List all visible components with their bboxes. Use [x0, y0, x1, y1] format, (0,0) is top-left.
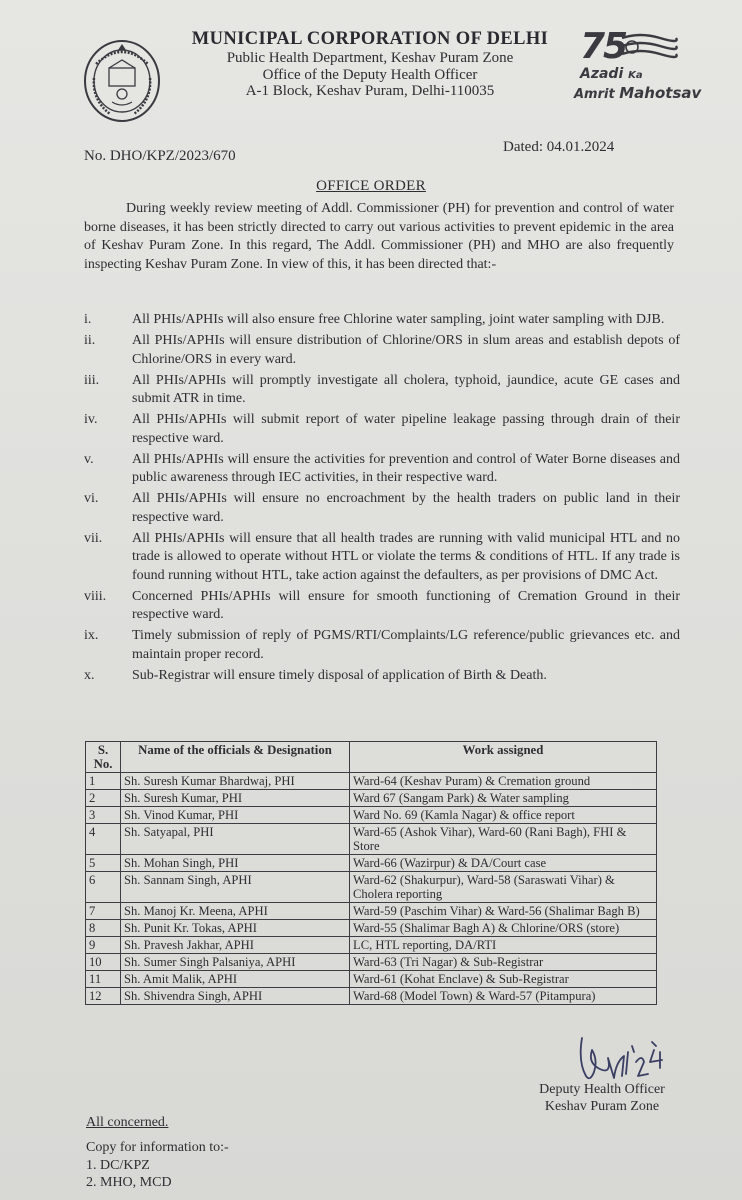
cell-work: Ward-62 (Shakurpur), Ward-58 (Saraswati Vihar) & Cholera reporting: [350, 872, 657, 903]
directive-number: vii.: [84, 530, 103, 546]
directive-text: All PHIs/APHIs will submit report of water pipeline leakage passing through drain of their respective ward.: [132, 412, 680, 446]
directive-item: [84, 627, 680, 664]
cell-name: Sh. Mohan Singh, PHI: [121, 855, 350, 872]
cell-work: Ward-63 (Tri Nagar) & Sub-Registrar: [350, 954, 657, 971]
cell-work: Ward-61 (Kohat Enclave) & Sub-Registrar: [350, 971, 657, 988]
cell-sno: 2: [86, 790, 121, 807]
directive-number: v.: [84, 451, 94, 467]
table-row: [86, 971, 657, 988]
handwritten-signature: [568, 1032, 688, 1088]
cell-name: Sh. Shivendra Singh, APHI: [121, 988, 350, 1005]
document-title: OFFICE ORDER: [316, 178, 426, 194]
cell-work: Ward 67 (Sangam Park) & Water sampling: [350, 790, 657, 807]
directive-item: [84, 372, 680, 409]
cell-name: Sh. Vinod Kumar, PHI: [121, 807, 350, 824]
cell-work: Ward-59 (Paschim Vihar) & Ward-56 (Shalimar Bagh B): [350, 903, 657, 920]
cell-name: Sh. Amit Malik, APHI: [121, 971, 350, 988]
logo-ka: Ka: [628, 70, 643, 81]
directive-item: [84, 530, 680, 586]
logo-line-1: [580, 66, 643, 82]
cell-sno: 5: [86, 855, 121, 872]
cell-name: Sh. Manoj Kr. Meena, APHI: [121, 903, 350, 920]
letterhead: [170, 29, 570, 100]
copy-recipients-list: [86, 1157, 172, 1191]
cell-name: Sh. Punit Kr. Tokas, APHI: [121, 920, 350, 937]
cell-name: Sh. Sumer Singh Palsaniya, APHI: [121, 954, 350, 971]
table-header-row: [86, 742, 657, 773]
work-assignment-table: [85, 741, 657, 1005]
directive-text: All PHIs/APHIs will promptly investigate all cholera, typhoid, jaundice, acute GE cases and submit ATR in time.: [132, 372, 680, 406]
copy-for-information-heading: Copy for information to:-: [86, 1140, 229, 1155]
directive-number: iv.: [84, 412, 98, 427]
directive-item: [84, 451, 680, 488]
directive-text: Concerned PHIs/APHIs will ensure for smooth functioning of Cremation Ground in their respective ward.: [132, 588, 680, 622]
cell-sno: 3: [86, 807, 121, 824]
logo-line-2: [574, 84, 701, 102]
col-header-work: Work assigned: [350, 742, 657, 773]
cell-name: Sh. Suresh Kumar Bhardwaj, PHI: [121, 773, 350, 790]
order-date: Dated: 04.01.2024: [503, 139, 615, 155]
intro-paragraph: During weekly review meeting of Addl. Commissioner (PH) for prevention and control of water borne diseases, it has been strictly directed to carry out various activities to prevent epidemic in the area of Keshav Puram Zone. In this regard, The Addl. Commissioner (PH) and MHO are also frequently inspecting Keshav Puram Zone. In view of this, it has been directed that:-: [84, 201, 674, 272]
cell-work: Ward-55 (Shalimar Bagh A) & Chlorine/ORS (store): [350, 920, 657, 937]
cell-work: LC, HTL reporting, DA/RTI: [350, 937, 657, 954]
office-address: A-1 Block, Keshav Puram, Delhi-110035: [245, 83, 495, 100]
all-concerned: All concerned.: [86, 1115, 169, 1130]
mcd-seal-logo: [82, 38, 162, 124]
directive-item: [84, 411, 680, 448]
logo-number: 75: [580, 26, 627, 67]
directive-text: All PHIs/APHIs will ensure that all health trades are running with valid municipal HTL and no trade is allowed to operate without HTL or violate the terms & conditions of HTL. If any trade is found running without HTL, take action against the defaulters, as per provisions of DMC Act.: [132, 530, 680, 583]
directive-number: viii.: [84, 588, 107, 604]
cell-sno: 8: [86, 920, 121, 937]
copy-recipient: 2. MHO, MCD: [86, 1175, 172, 1190]
signatory-designation: Deputy Health Officer: [539, 1082, 665, 1097]
cell-sno: 6: [86, 872, 121, 903]
table-row: [86, 872, 657, 903]
cell-work: Ward-64 (Keshav Puram) & Cremation ground: [350, 773, 657, 790]
flag-waves-icon: [618, 32, 678, 68]
table-row: [86, 773, 657, 790]
directives-list: [84, 311, 680, 688]
azadi-ka-amrit-mahotsav-logo: [574, 26, 704, 112]
table-row: [86, 937, 657, 954]
table-row: [86, 824, 657, 855]
signatory-block: [522, 1081, 682, 1115]
directive-item: [84, 667, 680, 686]
directive-text: Sub-Registrar will ensure timely disposal of application of Birth & Death.: [132, 667, 547, 683]
logo-azadi: Azadi: [580, 66, 624, 82]
department-name: Public Health Department, Keshav Puram Zone: [226, 49, 514, 66]
directive-text: Timely submission of reply of PGMS/RTI/Complaints/LG reference/public grievances etc. and maintain proper record.: [132, 628, 680, 662]
logo-amrit: Amrit: [574, 87, 615, 102]
cell-sno: 1: [86, 773, 121, 790]
cell-sno: 12: [86, 988, 121, 1005]
logo-mahotsav: Mahotsav: [619, 84, 702, 102]
col-header-sno: S. No.: [86, 742, 121, 773]
directive-item: [84, 588, 680, 625]
cell-sno: 10: [86, 954, 121, 971]
directive-number: i.: [84, 312, 92, 327]
cell-work: Ward No. 69 (Kamla Nagar) & office report: [350, 807, 657, 824]
directive-number: ix.: [84, 628, 99, 643]
table-row: [86, 855, 657, 872]
table-row: [86, 807, 657, 824]
directive-number: x.: [84, 667, 95, 683]
table-row: [86, 988, 657, 1005]
directive-item: [84, 311, 680, 330]
directive-item: [84, 332, 680, 369]
org-name: MUNICIPAL CORPORATION OF DELHI: [191, 29, 549, 49]
office-name: Office of the Deputy Health Officer: [262, 66, 478, 83]
directive-text: All PHIs/APHIs will ensure the activities for prevention and control of Water Borne diseases and public awareness through IEC activities, in their respective ward.: [132, 451, 680, 485]
directive-number: ii.: [84, 333, 96, 348]
cell-sno: 9: [86, 937, 121, 954]
cell-sno: 4: [86, 824, 121, 855]
directive-text: All PHIs/APHIs will ensure distribution of Chlorine/ORS in slum areas and establish depots of Chlorine/ORS in every ward.: [132, 333, 680, 367]
cell-work: Ward-68 (Model Town) & Ward-57 (Pitampura): [350, 988, 657, 1005]
directive-number: vi.: [84, 491, 99, 506]
cell-work: Ward-65 (Ashok Vihar), Ward-60 (Rani Bagh), FHI & Store: [350, 824, 657, 855]
table-row: [86, 920, 657, 937]
table-row: [86, 954, 657, 971]
directive-text: All PHIs/APHIs will ensure no encroachment by the health traders on public land in their respective ward.: [132, 491, 680, 525]
cell-name: Sh. Suresh Kumar, PHI: [121, 790, 350, 807]
col-header-name: Name of the officials & Designation: [121, 742, 350, 773]
cell-sno: 7: [86, 903, 121, 920]
signatory-zone: Keshav Puram Zone: [544, 1099, 660, 1114]
directive-item: [84, 490, 680, 527]
cell-name: Sh. Sannam Singh, APHI: [121, 872, 350, 903]
directive-text: All PHIs/APHIs will also ensure free Chlorine water sampling, joint water sampling with DJB.: [132, 312, 665, 327]
table-row: [86, 790, 657, 807]
cell-sno: 11: [86, 971, 121, 988]
cell-work: Ward-66 (Wazirpur) & DA/Court case: [350, 855, 657, 872]
cell-name: Sh. Pravesh Jakhar, APHI: [121, 937, 350, 954]
table-row: [86, 903, 657, 920]
reference-number: No. DHO/KPZ/2023/670: [84, 148, 236, 164]
cell-name: Sh. Satyapal, PHI: [121, 824, 350, 855]
directive-number: iii.: [84, 372, 100, 388]
copy-recipient: 1. DC/KPZ: [86, 1158, 150, 1173]
